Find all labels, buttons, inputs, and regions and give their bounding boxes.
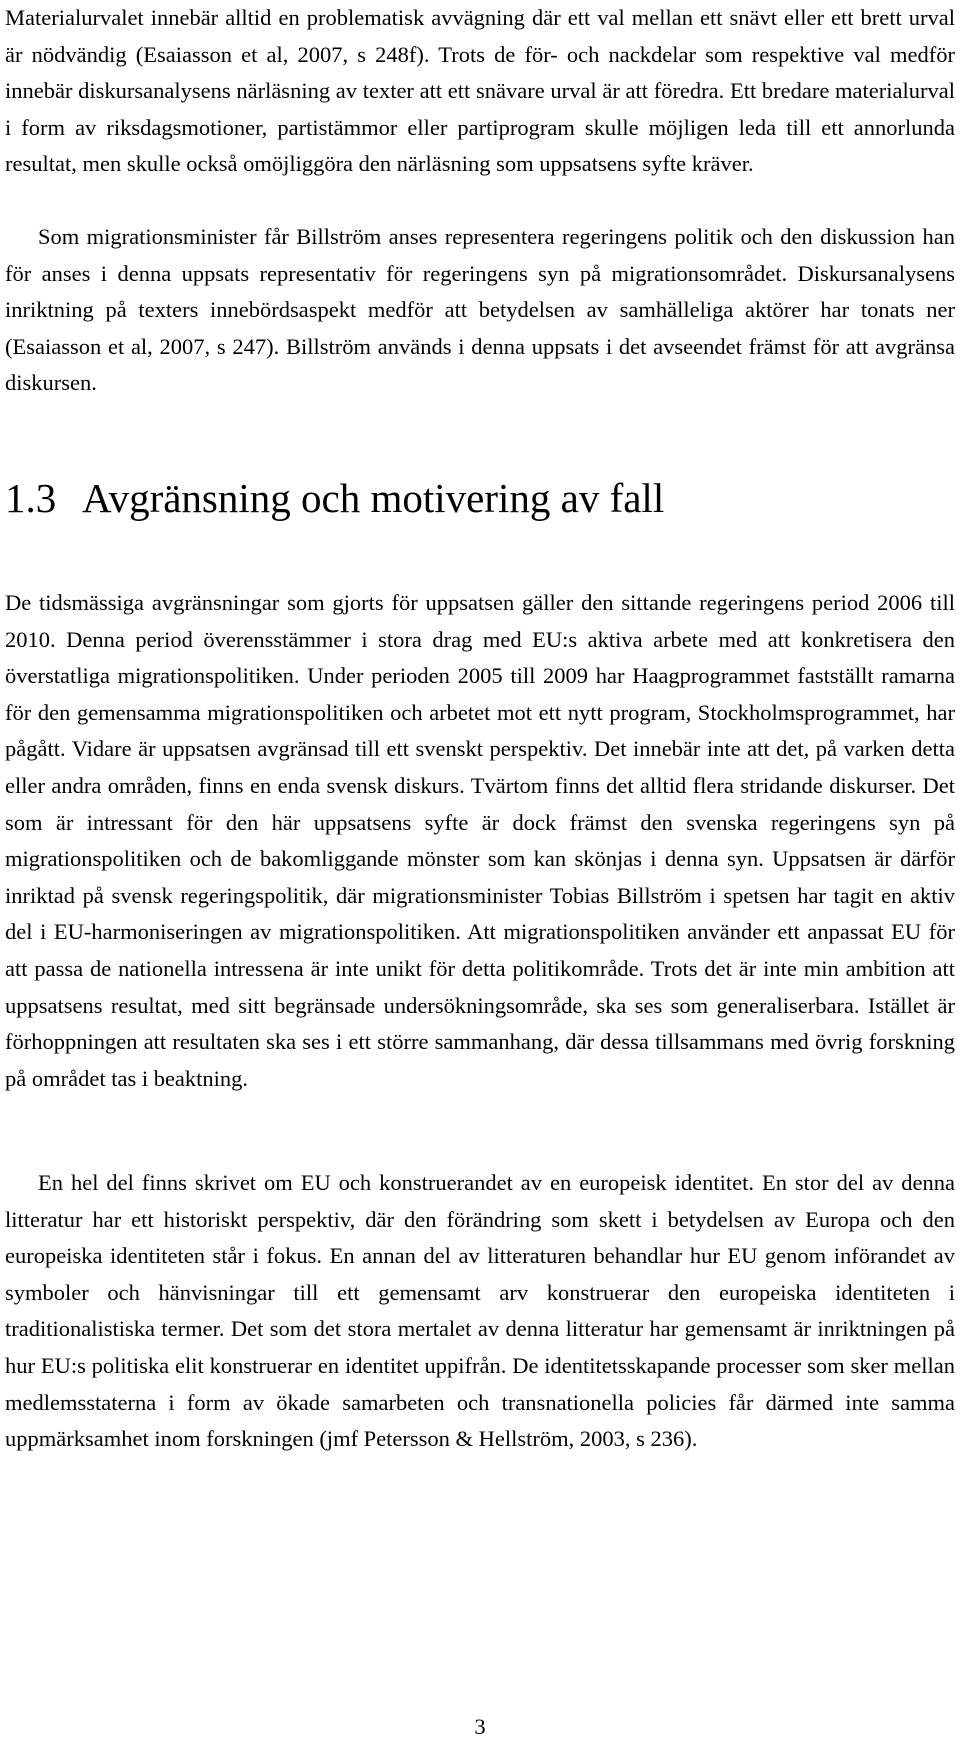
section-heading xyxy=(5,470,664,526)
paragraph-material-selection: Materialurvalet innebär alltid en problematisk avvägning där ett val mellan ett snävt eller ett brett urval är nödvändig (Esaiasson et al, 2007, s 248f). Trots de för- och nackdelar som respektive val medför innebär diskursanalysens närläsning av texter att ett snävare urval är att föredra. Ett bredare materialurval i form av riksdagsmotioner, partistämmor eller partiprogram skulle möjligen leda till ett annorlunda resultat, men skulle också omöjliggöra den närläsning som uppsatsens syfte kräver. xyxy=(5,5,955,177)
paragraph-european-identity: En hel del finns skrivet om EU och konstruerandet av en europeisk identitet. En stor del av denna litteratur har ett historiskt perspektiv, där den förändring som skett i betydelsen av Europa och den europeiska identiteten står i fokus. En annan del av litteraturen behandlar hur EU genom införandet av symboler och hänvisningar till ett gemensamt arv konstruerar den europeiska identiteten i traditionalistiska termer. Det som det stora mertalet av denna litteratur har gemensamt är inriktningen på hur EU:s politiska elit konstruerar en identitet uppifrån. De identitetsskapande processer som sker mellan medlemsstaterna i form av ökade samarbeten och transnationella policies får därmed inte samma uppmärksamhet inom forskningen (jmf Petersson & Hellström, 2003, s 236). xyxy=(5,1170,955,1452)
section-title: Avgränsning och motivering av fall xyxy=(82,475,665,521)
paragraph-migration-minister: Som migrationsminister får Billström anses representera regeringens politik och den diskussion han för anses i denna uppsats representativ för regeringens syn på migrationsområdet. Diskursanalysens inriktning på texters innebördsaspekt medför att betydelsen av samhälleliga aktörer har tonats ner (Esaiasson et al, 2007, s 247). Billström används i denna uppsats i det avseendet främst för att avgränsa diskursen. xyxy=(5,224,955,396)
page-number: 3 xyxy=(474,1714,486,1739)
paragraph-time-delimitation: De tidsmässiga avgränsningar som gjorts för uppsatsen gäller den sittande regeringens period 2006 till 2010. Denna period överensstämmer i stora drag med EU:s aktiva arbete med att konkretisera den överstatliga migrationspolitiken. Under perioden 2005 till 2009 har Haagprogrammet fastställt ramarna för den gemensamma migrationspolitiken och arbetet mot ett nytt program, Stockholmsprogrammet, har pågått. Vidare är uppsatsen avgränsad till ett svenskt perspektiv. Det innebär inte att det, på varken detta eller andra områden, finns en enda svensk diskurs. Tvärtom finns det alltid flera stridande diskurser. Det som är intressant för den här uppsatsens syfte är dock främst den svenska regeringens syn på migrationspolitiken och de bakomliggande mönster som kan skönjas i denna syn. Uppsatsen är därför inriktad på svensk regeringspolitik, där migrationsminister Tobias Billström i spetsen har tagit en aktiv del i EU-harmoniseringen av migrationspolitiken. Att migrationspolitiken använder ett anpassat EU för att passa de nationella intressena är inte unikt för detta politikområde. Trots det är inte min ambition att uppsatsens resultat, med sitt begränsade undersökningsområde, ska ses som generaliserbara. Istället är förhoppningen att resultaten ska ses i ett större sammanhang, där dessa tillsammans med övrig forskning på området tas i beaktning. xyxy=(5,590,955,1091)
section-number: 1.3 xyxy=(5,475,57,521)
